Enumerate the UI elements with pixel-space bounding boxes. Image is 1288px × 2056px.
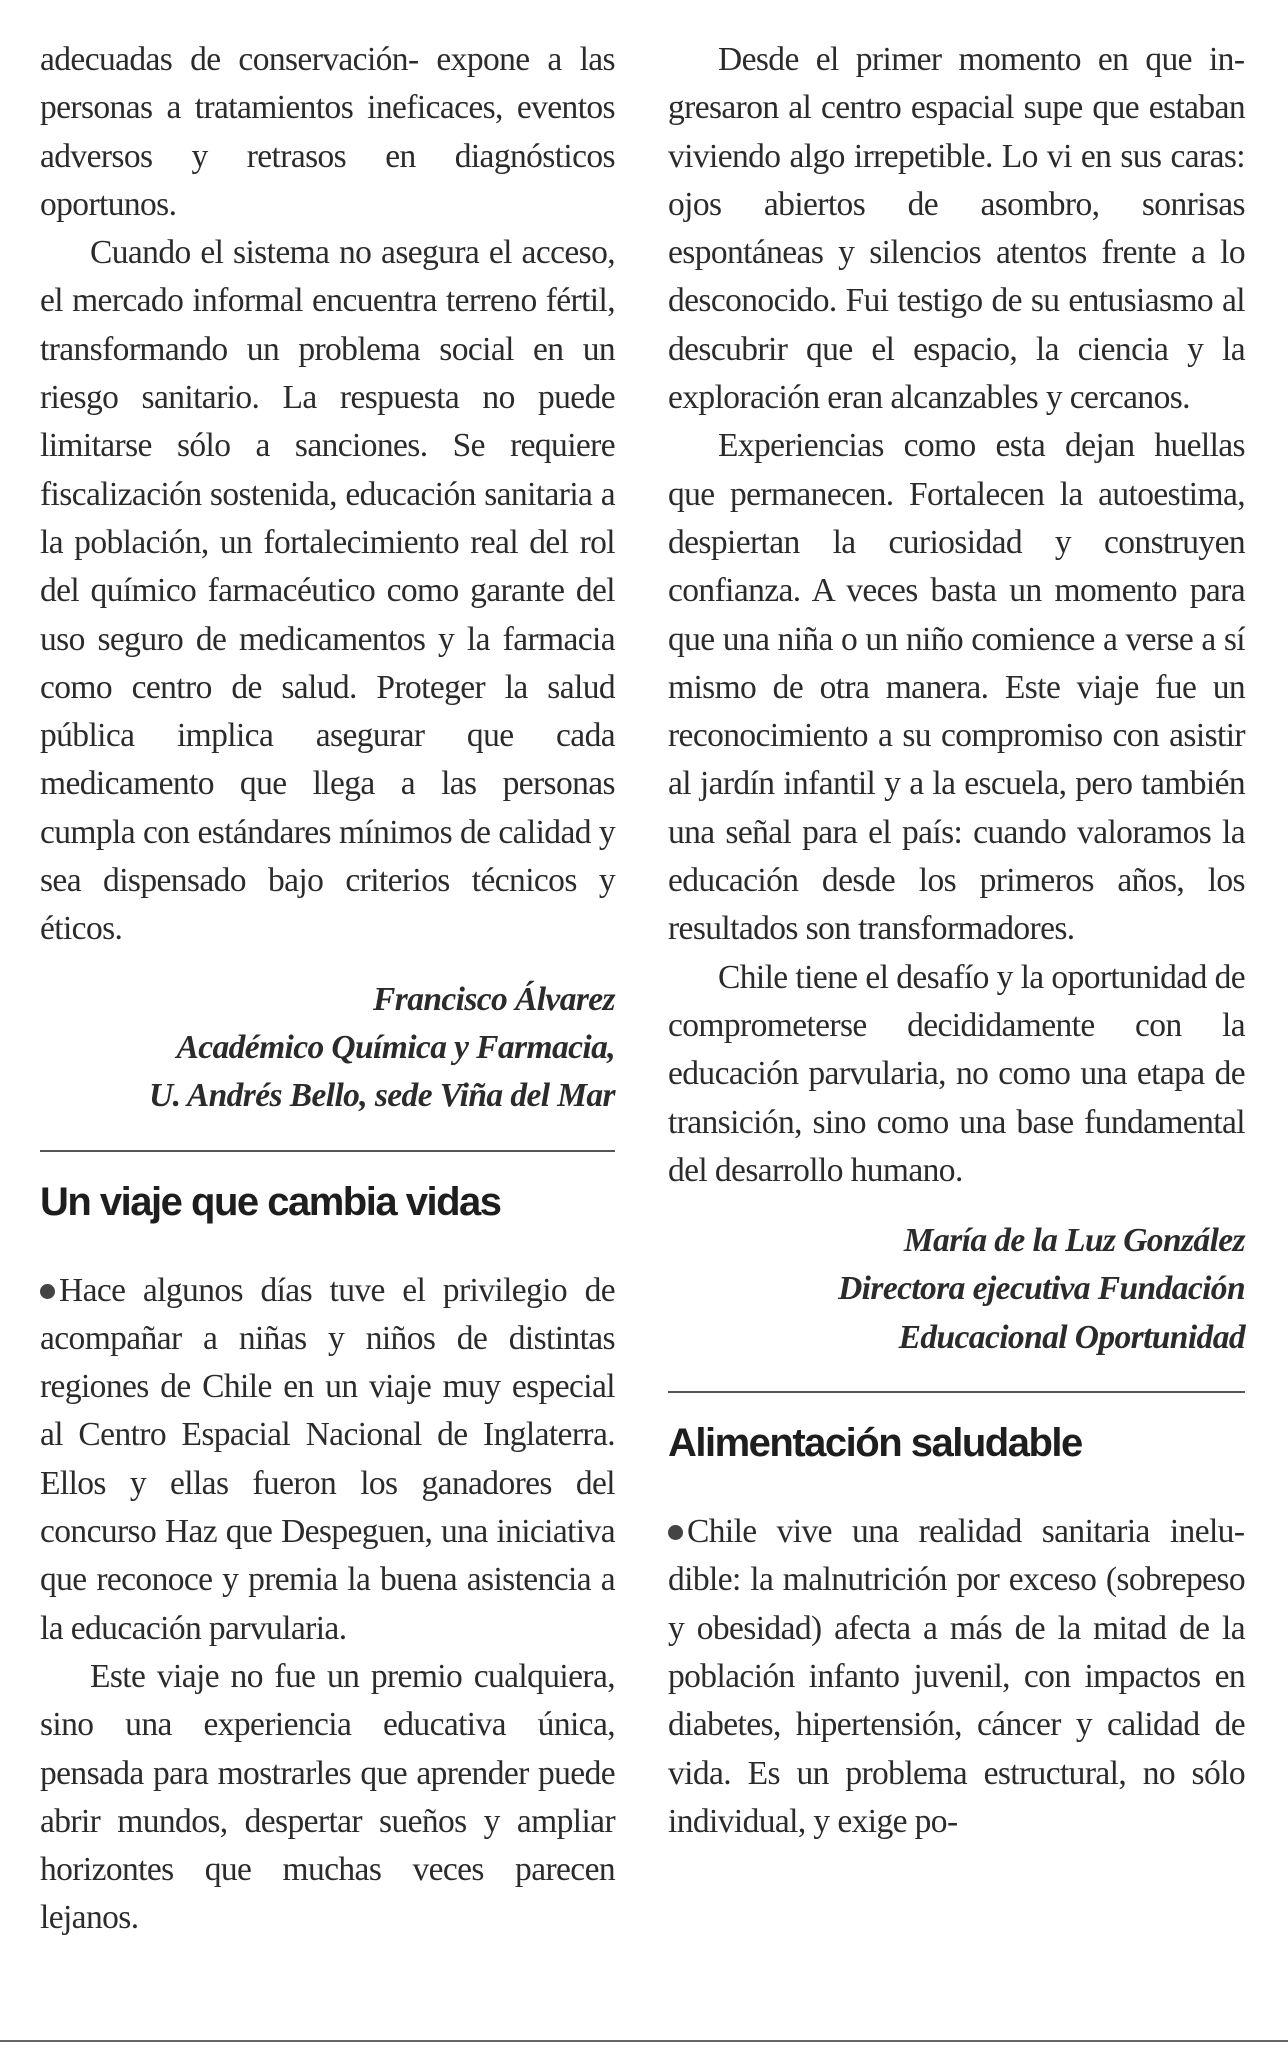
signature-name: Francisco Álvarez xyxy=(373,980,615,1018)
letter-paragraph: Este viaje no fue un premio cualquiera, sino una experiencia educativa única, pensada para mostrarles que aprender puede abrir mundos, despertar sueños y ampliar horizontes que muchas veces parecen lejanos. xyxy=(40,1657,615,1937)
bullet-icon xyxy=(40,1284,55,1299)
letter-paragraph-text: Chile vive una realidad sanitaria ineludible: la malnutrición por exceso (sobrepeso y obesidad) afecta a más de la mitad de la población infanto juvenil, con impactos en diabetes, hipertensión, cáncer y calidad de vida. Es un problema estructural, no sólo individual, y exige po- xyxy=(668,1513,1245,1840)
letter-paragraph: Cuando el sistema no asegura el acceso, el mercado informal encuentra terreno fértil, transformando un problema social en un riesgo sanitario. La respuesta no puede limitarse sólo a sanciones. Se requiere fiscalización sostenida, educación sanitaria a la población, un fortalecimiento real del rol del químico farmacéutico como garante del uso seguro de medicamentos y la farmacia como centro de salud. Proteger la salud pública implica asegurar que cada medicamento que llega a las personas cumpla con estándares mínimos de calidad y sea dispensado bajo criterios técnicos y éticos. xyxy=(40,234,615,948)
letter-continuation: adecuadas de conservación- expone a las personas a tratamientos ineficaces, eventos adversos y retrasos en diagnósticos oportunos. xyxy=(40,41,615,223)
signature-role: Directora ejecutiva Fundación xyxy=(838,1270,1245,1308)
letter-paragraph: Desde el primer momento en que ingresaron al centro espacial supe que estaban viviendo algo irrepetible. Lo vi en sus caras: ojos abiertos de asombro, sonrisas espontáneas y silencios atentos frente a lo desconocido. Fui testigo de su entusiasmo al descubrir que el espacio, la ciencia y la exploración eran alcanzables y cercanos. xyxy=(668,41,1245,417)
letter-paragraph-lead xyxy=(40,1267,615,1653)
headline-alimentacion: Alimentación saludable xyxy=(668,1421,1082,1466)
page-bottom-rule xyxy=(0,2040,1288,2042)
bullet-icon xyxy=(668,1525,683,1540)
left-column xyxy=(40,36,615,1943)
letter-paragraph: Experiencias como esta dejan huellas que permanecen. Fortalecen la autoestima, despiertan la curiosidad y construyen confianza. A veces basta un momento para que una niña o un niño comience a verse a sí mismo de otra manera. Este viaje fue un reconocimiento a su compromiso con asistir al jardín infantil y a la escuela, pero también una señal para el país: cuando valoramos la educación desde los primeros años, los resultados son transformadores. xyxy=(668,427,1245,948)
headline-viaje: Un viaje que cambia vidas xyxy=(40,1179,501,1224)
signature-name: María de la Luz González xyxy=(903,1222,1245,1260)
letter-paragraph-lead xyxy=(668,1508,1245,1846)
signature-institution: U. Andrés Bello, sede Viña del Mar xyxy=(148,1077,615,1115)
letter-paragraph-text: Hace algunos días tuve el privilegio de acompañar a niñas y niños de distintas regiones de Chile en un viaje muy especial al Centro Espacial Nacional de Inglaterra. Ellos y ellas fueron los ganadores del concurso Haz que Despeguen, una iniciativa que reconoce y premia la buena asistencia a la educación parvularia. xyxy=(40,1271,615,1647)
signature-role: Académico Química y Farmacia, xyxy=(176,1028,615,1066)
right-column xyxy=(668,36,1245,1846)
signature-institution: Educacional Oportunidad xyxy=(898,1318,1245,1356)
letter-paragraph: Chile tiene el desafío y la oportunidad de comprometerse decididamente con la educación parvularia, no como una etapa de transición, sino como una base fundamental del desarrollo humano. xyxy=(668,958,1245,1189)
